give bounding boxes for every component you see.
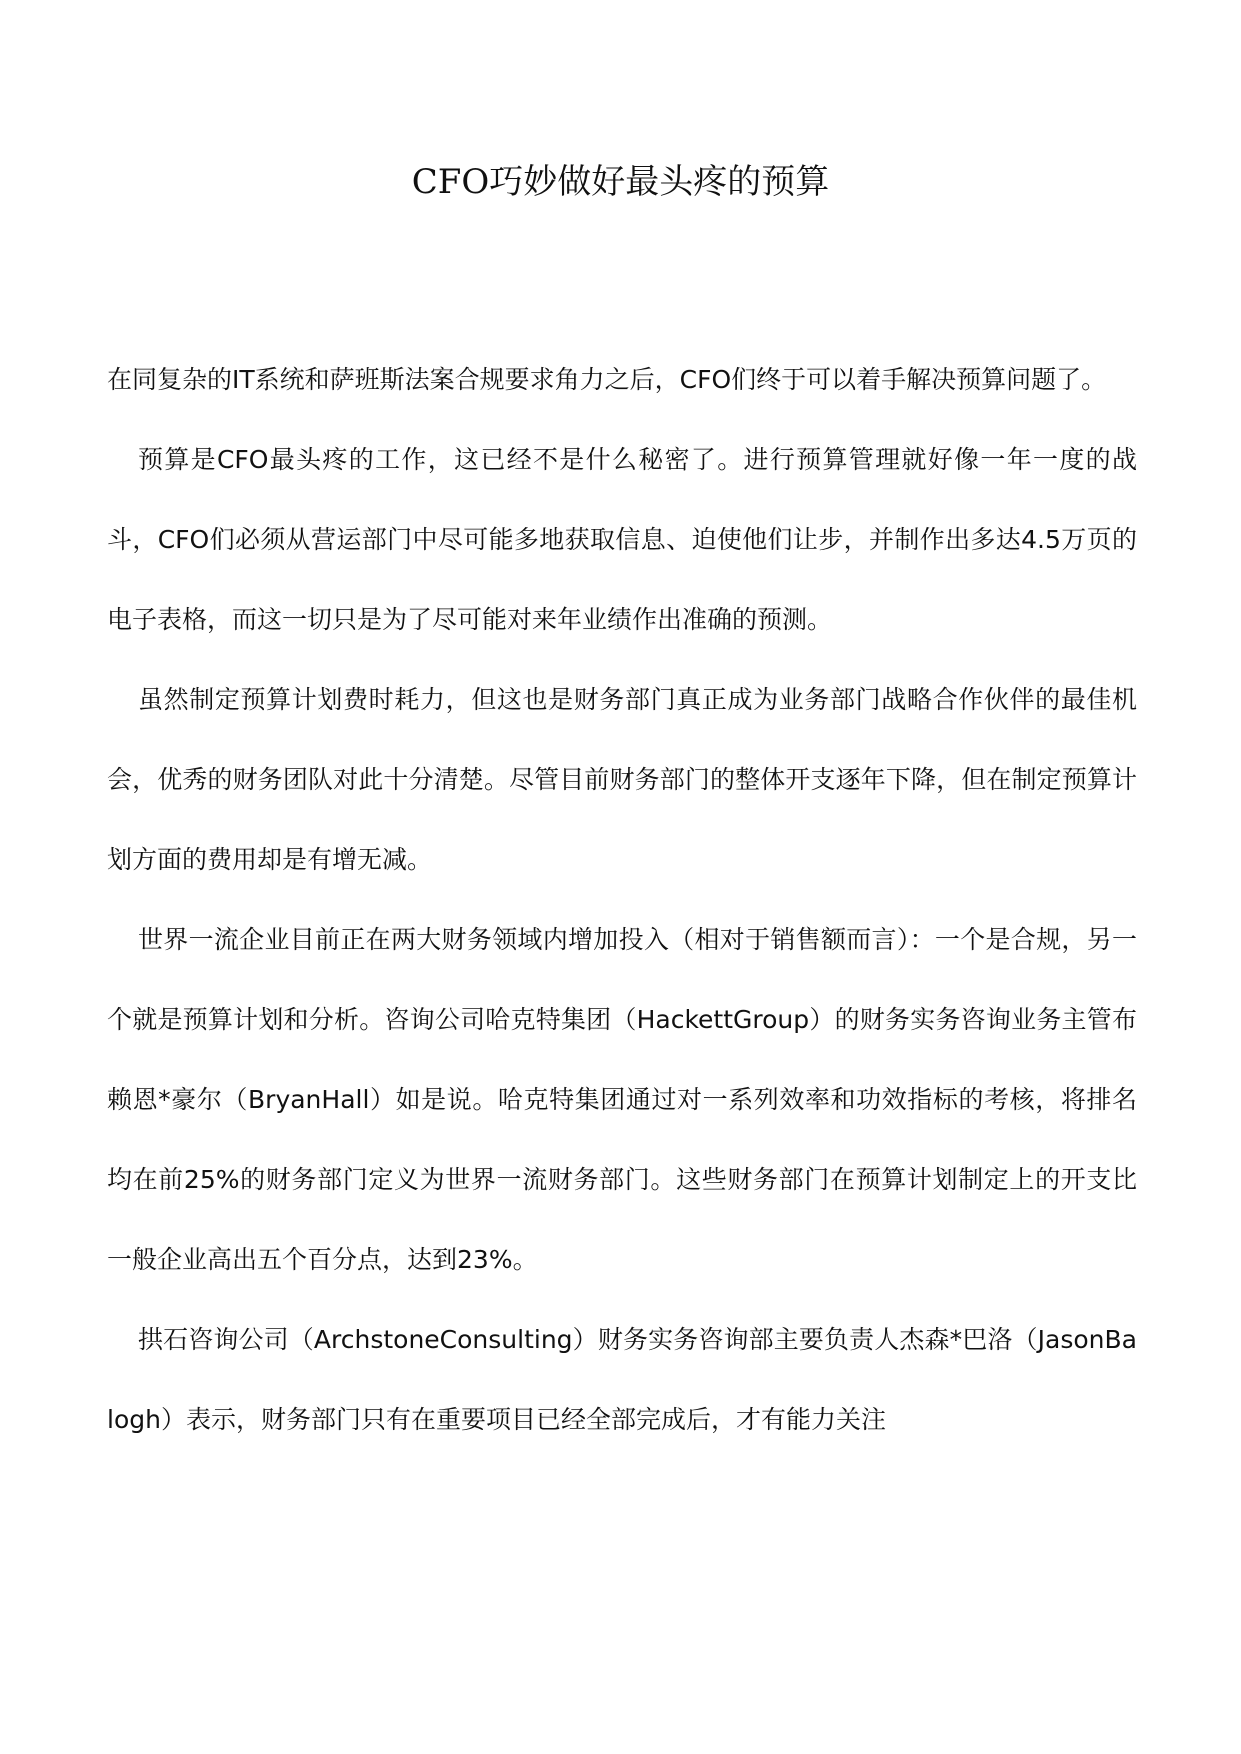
paragraph-2: 预算是CFO最头疼的工作，这已经不是什么秘密了。进行预算管理就好像一年一度的战斗，CFO们必须从营运部门中尽可能多地获取信息、迫使他们让步，并制作出多达4.5万页的电子表格，而这一切只是为了尽可能对来年业绩作出准确的预测。 [107, 445, 1137, 634]
paragraph-4: 世界一流企业目前正在两大财务领域内增加投入（相对于销售额而言）：一个是合规，另一个就是预算计划和分析。咨询公司哈克特集团（HackettGroup）的财务实务咨询业务主管布赖恩*豪尔（BryanHall）如是说。哈克特集团通过对一系列效率和功效指标的考核，将排名均在前25%的财务部门定义为世界一流财务部门。这些财务部门在预算计划制定上的开支比一般企业高出五个百分点，达到23%。 [107, 925, 1137, 1274]
document-title: CFO巧妙做好最头疼的预算 [411, 162, 830, 202]
document-body [107, 340, 1137, 1460]
paragraph-1: 在同复杂的IT系统和萨班斯法案合规要求角力之后，CFO们终于可以着手解决预算问题了。 [107, 365, 1107, 394]
paragraph-5: 拱石咨询公司（ArchstoneConsulting）财务实务咨询部主要负责人杰森*巴洛（JasonBalogh）表示，财务部门只有在重要项目已经全部完成后，才有能力关注 [107, 1325, 1137, 1434]
paragraph-3: 虽然制定预算计划费时耗力，但这也是财务部门真正成为业务部门战略合作伙伴的最佳机会，优秀的财务团队对此十分清楚。尽管目前财务部门的整体开支逐年下降，但在制定预算计划方面的费用却是有增无减。 [107, 685, 1137, 874]
